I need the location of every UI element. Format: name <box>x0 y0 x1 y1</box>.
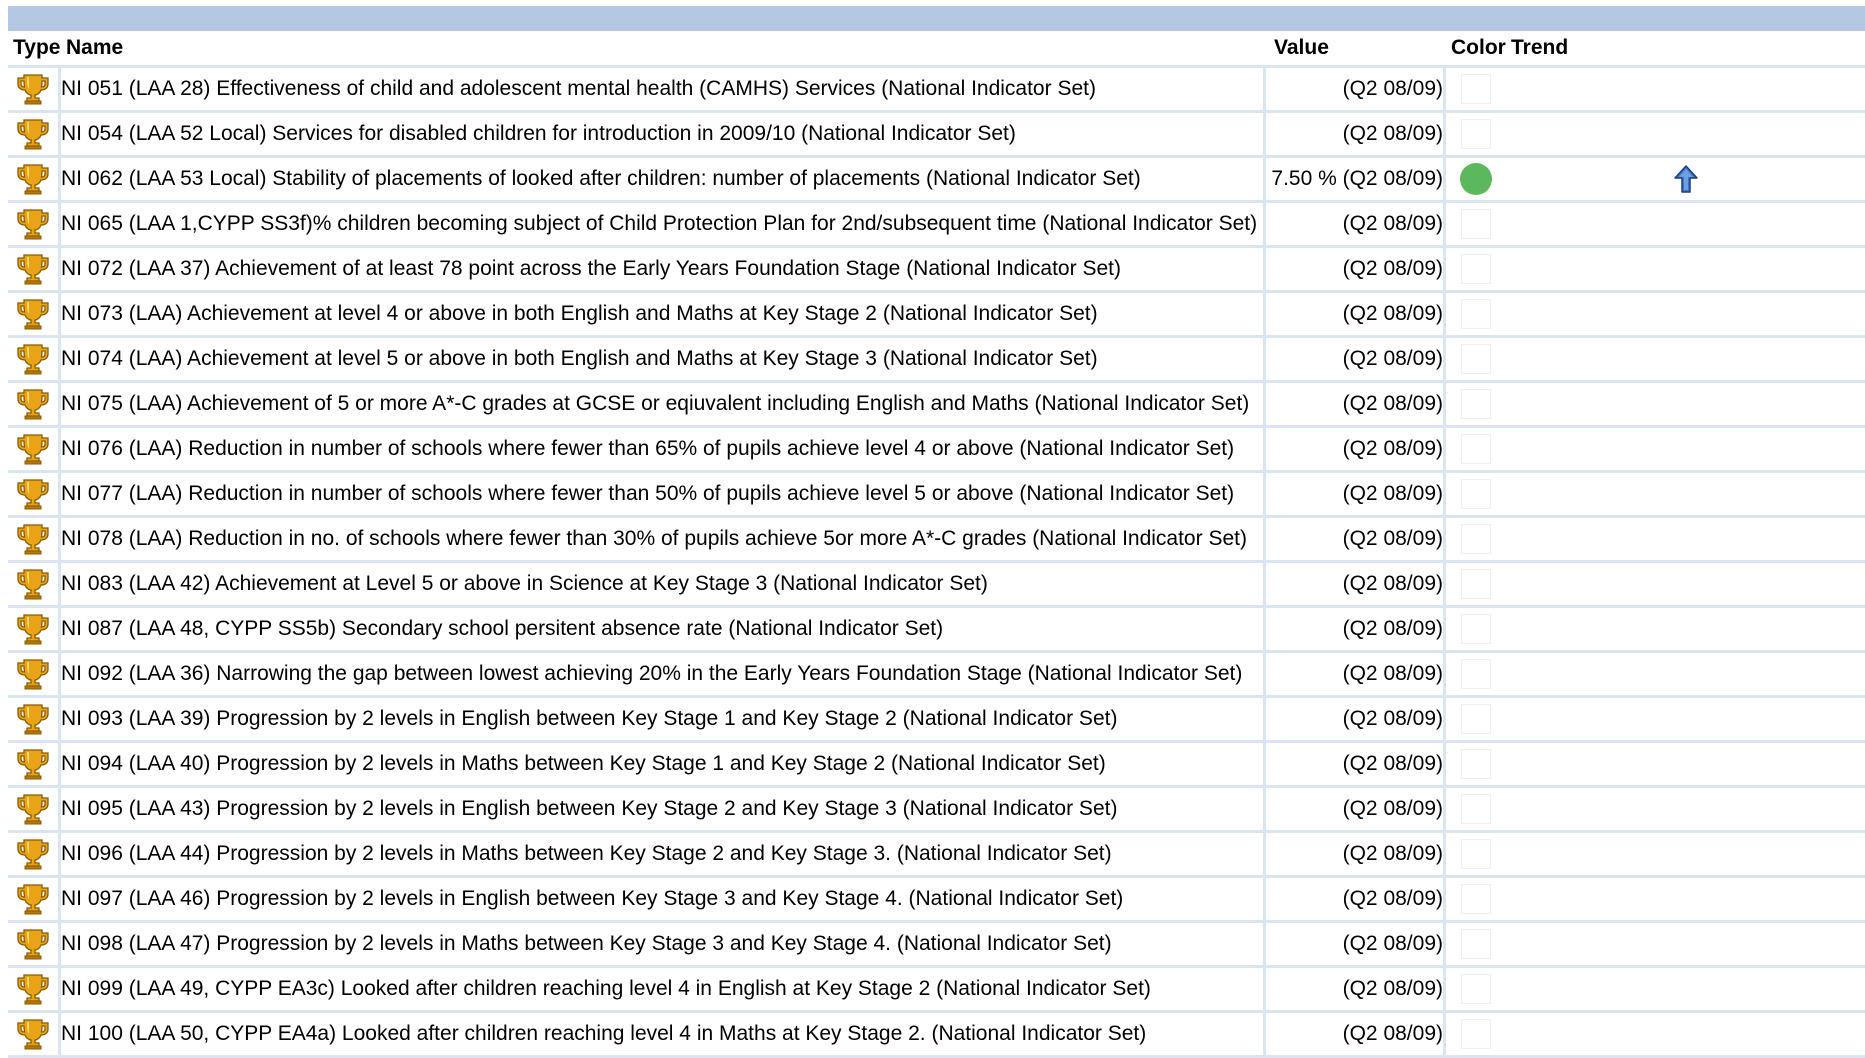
column-header-type[interactable]: Type <box>8 31 61 68</box>
indicator-value: (Q2 08/09) <box>1266 293 1446 338</box>
status-empty-box <box>1461 974 1491 1004</box>
indicator-name[interactable]: NI 094 (LAA 40) Progression by 2 levels in Maths between Key Stage 1 and Key Stage 2 (National Indicator Set) <box>61 743 1266 788</box>
table-row[interactable] <box>8 383 1865 428</box>
indicator-value: (Q2 08/09) <box>1266 113 1446 158</box>
trend-cell <box>1506 1013 1865 1058</box>
type-cell <box>8 968 61 1013</box>
trophy-icon <box>15 971 51 1007</box>
trophy-icon <box>15 1016 51 1052</box>
trend-cell <box>1506 203 1865 248</box>
indicator-name[interactable]: NI 054 (LAA 52 Local) Services for disabled children for introduction in 2009/10 (National Indicator Set) <box>61 113 1266 158</box>
status-empty-box <box>1461 929 1491 959</box>
trophy-icon <box>15 296 51 332</box>
table-row[interactable] <box>8 923 1865 968</box>
trophy-icon <box>15 386 51 422</box>
trend-cell <box>1506 698 1865 743</box>
indicator-value: (Q2 08/09) <box>1266 203 1446 248</box>
trend-cell <box>1506 338 1865 383</box>
status-empty-box <box>1461 884 1491 914</box>
status-empty-box <box>1461 119 1491 149</box>
trend-cell <box>1506 743 1865 788</box>
trend-cell <box>1506 68 1865 113</box>
trophy-icon <box>15 476 51 512</box>
type-cell <box>8 383 61 428</box>
type-cell <box>8 698 61 743</box>
indicator-value: (Q2 08/09) <box>1266 653 1446 698</box>
trophy-icon <box>15 881 51 917</box>
status-empty-box <box>1461 479 1491 509</box>
type-cell <box>8 653 61 698</box>
indicator-value: (Q2 08/09) <box>1266 833 1446 878</box>
table-row[interactable] <box>8 428 1865 473</box>
type-cell <box>8 293 61 338</box>
trophy-icon <box>15 521 51 557</box>
trophy-icon <box>15 161 51 197</box>
trophy-icon <box>15 611 51 647</box>
color-cell <box>1446 833 1506 878</box>
status-empty-box <box>1461 569 1491 599</box>
table-row[interactable] <box>8 338 1865 383</box>
table-row[interactable] <box>8 743 1865 788</box>
type-cell <box>8 923 61 968</box>
color-cell <box>1446 698 1506 743</box>
indicator-name[interactable]: NI 062 (LAA 53 Local) Stability of placements of looked after children: number of placements (National Indicator Set) <box>61 158 1266 203</box>
color-cell <box>1446 338 1506 383</box>
status-empty-box <box>1461 434 1491 464</box>
trend-cell <box>1506 563 1865 608</box>
type-cell <box>8 203 61 248</box>
indicator-value: (Q2 08/09) <box>1266 428 1446 473</box>
color-cell <box>1446 473 1506 518</box>
table-row[interactable] <box>8 68 1865 113</box>
trophy-icon <box>15 431 51 467</box>
table-row[interactable] <box>8 248 1865 293</box>
trophy-icon <box>15 926 51 962</box>
color-cell <box>1446 383 1506 428</box>
table-row[interactable] <box>8 788 1865 833</box>
color-cell <box>1446 608 1506 653</box>
status-green-dot <box>1460 163 1492 195</box>
type-cell <box>8 248 61 293</box>
indicator-name[interactable]: NI 078 (LAA) Reduction in no. of schools where fewer than 30% of pupils achieve 5or more A*-C grades (National Indicator Set) <box>61 518 1266 563</box>
trophy-icon <box>15 836 51 872</box>
trend-cell <box>1506 608 1865 653</box>
indicator-value: (Q2 08/09) <box>1266 383 1446 428</box>
type-cell <box>8 158 61 203</box>
indicator-name[interactable]: NI 100 (LAA 50, CYPP EA4a) Looked after children reaching level 4 in Maths at Key Stage 2. (National Indicator Set) <box>61 1013 1266 1058</box>
column-header-color[interactable]: Color <box>1446 31 1506 68</box>
table-row[interactable] <box>8 473 1865 518</box>
indicator-value: (Q2 08/09) <box>1266 1013 1446 1058</box>
status-empty-box <box>1461 614 1491 644</box>
status-empty-box <box>1461 254 1491 284</box>
trend-cell <box>1506 473 1865 518</box>
indicator-value: (Q2 08/09) <box>1266 743 1446 788</box>
indicator-name[interactable]: NI 076 (LAA) Reduction in number of schools where fewer than 65% of pupils achieve level 4 or above (National Indicator Set) <box>61 428 1266 473</box>
color-cell <box>1446 563 1506 608</box>
indicator-value: (Q2 08/09) <box>1266 563 1446 608</box>
table-row[interactable] <box>8 878 1865 923</box>
color-cell <box>1446 68 1506 113</box>
indicator-name[interactable]: NI 065 (LAA 1,CYPP SS3f)% children becoming subject of Child Protection Plan for 2nd/subsequent time (National Indicator Set) <box>61 203 1266 248</box>
indicator-name[interactable]: NI 072 (LAA 37) Achievement of at least 78 point across the Early Years Foundation Stage (National Indicator Set) <box>61 248 1266 293</box>
indicator-name[interactable]: NI 099 (LAA 49, CYPP EA3c) Looked after children reaching level 4 in English at Key Stage 2 (National Indicator Set) <box>61 968 1266 1013</box>
trend-cell <box>1506 923 1865 968</box>
status-empty-box <box>1461 389 1491 419</box>
trend-cell <box>1506 428 1865 473</box>
color-cell <box>1446 1013 1506 1058</box>
table-row[interactable] <box>8 113 1865 158</box>
indicator-value: (Q2 08/09) <box>1266 68 1446 113</box>
color-cell <box>1446 158 1506 203</box>
trend-cell <box>1506 158 1865 203</box>
indicator-value: (Q2 08/09) <box>1266 608 1446 653</box>
trend-cell <box>1506 518 1865 563</box>
status-empty-box <box>1461 749 1491 779</box>
color-cell <box>1446 878 1506 923</box>
indicator-name[interactable]: NI 096 (LAA 44) Progression by 2 levels in Maths between Key Stage 2 and Key Stage 3. (National Indicator Set) <box>61 833 1266 878</box>
table-row[interactable] <box>8 833 1865 878</box>
indicator-name[interactable]: NI 097 (LAA 46) Progression by 2 levels in English between Key Stage 3 and Key Stage 4. (National Indicator Set) <box>61 878 1266 923</box>
type-cell <box>8 113 61 158</box>
trend-cell <box>1506 383 1865 428</box>
trend-cell <box>1506 833 1865 878</box>
table-row[interactable] <box>8 653 1865 698</box>
table-row[interactable] <box>8 968 1865 1013</box>
color-cell <box>1446 788 1506 833</box>
column-header-value[interactable]: Value <box>1266 31 1446 68</box>
table-row[interactable] <box>8 563 1865 608</box>
type-cell <box>8 833 61 878</box>
status-empty-box <box>1461 659 1491 689</box>
status-empty-box <box>1461 344 1491 374</box>
indicator-value: (Q2 08/09) <box>1266 338 1446 383</box>
trophy-icon <box>15 341 51 377</box>
trophy-icon <box>15 251 51 287</box>
color-cell <box>1446 113 1506 158</box>
table-row[interactable] <box>8 608 1865 653</box>
color-cell <box>1446 293 1506 338</box>
indicator-value: (Q2 08/09) <box>1266 878 1446 923</box>
indicator-name[interactable]: NI 095 (LAA 43) Progression by 2 levels in English between Key Stage 2 and Key Stage 3 (National Indicator Set) <box>61 788 1266 833</box>
up-arrow-icon <box>1673 164 1699 194</box>
trophy-icon <box>15 791 51 827</box>
indicator-name[interactable]: NI 074 (LAA) Achievement at level 5 or above in both English and Maths at Key Stage 3 (National Indicator Set) <box>61 338 1266 383</box>
type-cell <box>8 428 61 473</box>
status-empty-box <box>1461 794 1491 824</box>
indicator-value: (Q2 08/09) <box>1266 473 1446 518</box>
indicator-value: (Q2 08/09) <box>1266 518 1446 563</box>
table-row[interactable] <box>8 203 1865 248</box>
type-cell <box>8 743 61 788</box>
indicator-table <box>8 31 1865 1058</box>
table-row[interactable] <box>8 293 1865 338</box>
trophy-icon <box>15 116 51 152</box>
status-empty-box <box>1461 209 1491 239</box>
status-empty-box <box>1461 1019 1491 1049</box>
table-header-row <box>8 31 1865 68</box>
color-cell <box>1446 248 1506 293</box>
color-cell <box>1446 428 1506 473</box>
type-cell <box>8 68 61 113</box>
trophy-icon <box>15 566 51 602</box>
trophy-icon <box>15 656 51 692</box>
indicator-name[interactable]: NI 077 (LAA) Reduction in number of schools where fewer than 50% of pupils achieve level 5 or above (National Indicator Set) <box>61 473 1266 518</box>
color-cell <box>1446 203 1506 248</box>
type-cell <box>8 608 61 653</box>
indicator-name[interactable]: NI 075 (LAA) Achievement of 5 or more A*-C grades at GCSE or eqiuvalent including English and Maths (National Indicator Set) <box>61 383 1266 428</box>
type-cell <box>8 563 61 608</box>
table-row[interactable] <box>8 158 1865 203</box>
trend-cell <box>1506 293 1865 338</box>
color-cell <box>1446 743 1506 788</box>
indicator-name[interactable]: NI 098 (LAA 47) Progression by 2 levels in Maths between Key Stage 3 and Key Stage 4. (National Indicator Set) <box>61 923 1266 968</box>
indicator-name[interactable]: NI 073 (LAA) Achievement at level 4 or above in both English and Maths at Key Stage 2 (National Indicator Set) <box>61 293 1266 338</box>
indicator-name[interactable]: NI 083 (LAA 42) Achievement at Level 5 or above in Science at Key Stage 3 (National Indicator Set) <box>61 563 1266 608</box>
status-empty-box <box>1461 524 1491 554</box>
trophy-icon <box>15 71 51 107</box>
trend-cell <box>1506 968 1865 1013</box>
color-cell <box>1446 968 1506 1013</box>
color-cell <box>1446 518 1506 563</box>
color-cell <box>1446 923 1506 968</box>
status-empty-box <box>1461 299 1491 329</box>
status-empty-box <box>1461 74 1491 104</box>
column-header-trend[interactable]: Trend <box>1506 31 1865 68</box>
table-row[interactable] <box>8 518 1865 563</box>
trend-cell <box>1506 248 1865 293</box>
indicator-value: (Q2 08/09) <box>1266 248 1446 293</box>
indicator-name[interactable]: NI 051 (LAA 28) Effectiveness of child and adolescent mental health (CAMHS) Services (National Indicator Set) <box>61 68 1266 113</box>
indicator-value: (Q2 08/09) <box>1266 788 1446 833</box>
indicator-value: (Q2 08/09) <box>1266 968 1446 1013</box>
trophy-icon <box>15 746 51 782</box>
trend-cell <box>1506 113 1865 158</box>
table-row[interactable] <box>8 1013 1865 1058</box>
color-cell <box>1446 653 1506 698</box>
trophy-icon <box>15 701 51 737</box>
trend-cell <box>1506 653 1865 698</box>
indicator-name[interactable]: NI 087 (LAA 48, CYPP SS5b) Secondary school persitent absence rate (National Indicator Set) <box>61 608 1266 653</box>
header-bar <box>8 6 1865 31</box>
table-row[interactable] <box>8 698 1865 743</box>
type-cell <box>8 518 61 563</box>
type-cell <box>8 878 61 923</box>
indicator-value: (Q2 08/09) <box>1266 698 1446 743</box>
trend-cell <box>1506 788 1865 833</box>
type-cell <box>8 788 61 833</box>
indicator-name[interactable]: NI 092 (LAA 36) Narrowing the gap between lowest achieving 20% in the Early Years Foundation Stage (National Indicator Set) <box>61 653 1266 698</box>
indicator-value: (Q2 08/09) <box>1266 923 1446 968</box>
column-header-name[interactable]: Name <box>61 31 1266 68</box>
status-empty-box <box>1461 704 1491 734</box>
trend-cell <box>1506 878 1865 923</box>
trophy-icon <box>15 206 51 242</box>
status-empty-box <box>1461 839 1491 869</box>
type-cell <box>8 473 61 518</box>
indicator-value: 7.50 % (Q2 08/09) <box>1266 158 1446 203</box>
type-cell <box>8 1013 61 1058</box>
type-cell <box>8 338 61 383</box>
indicator-name[interactable]: NI 093 (LAA 39) Progression by 2 levels in English between Key Stage 1 and Key Stage 2 (National Indicator Set) <box>61 698 1266 743</box>
